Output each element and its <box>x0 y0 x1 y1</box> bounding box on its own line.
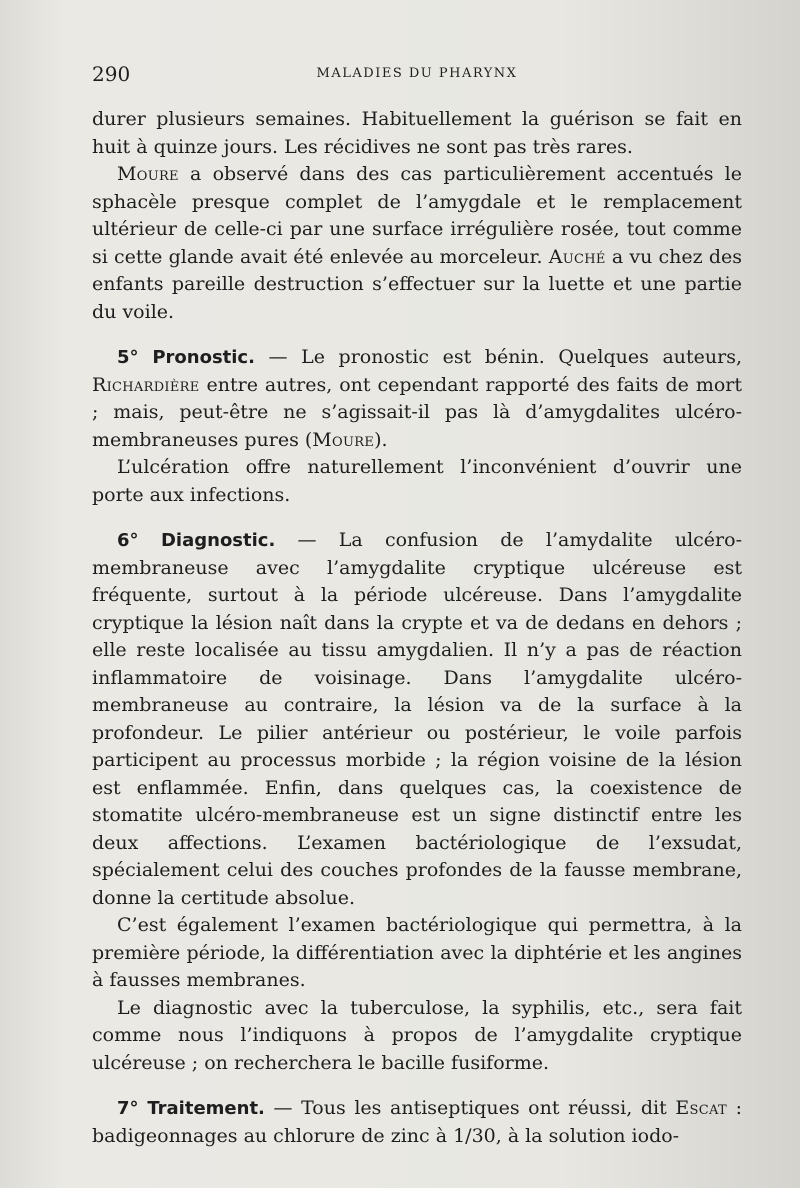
section-traitement <box>92 1095 742 1150</box>
section-diagnostic <box>92 527 742 912</box>
author-name: Moure <box>312 428 375 451</box>
book-page <box>92 60 742 1150</box>
paragraph-text: — Tous les antiseptiques ont réussi, dit <box>264 1097 676 1119</box>
paragraph-text: ). <box>374 428 388 451</box>
paragraph-text: a vu chez des enfants pareille destruction s’effectuer sur la luette et une partie du voile. <box>92 245 742 323</box>
paragraph-moure-observation <box>92 161 742 326</box>
paragraph-continuation: durer plusieurs semaines. Habituellement la guérison se fait en huit à quinze jours. Les récidives ne sont pas très rares. <box>92 108 742 158</box>
author-name: Auché <box>548 245 606 268</box>
paragraph-differential: Le diagnostic avec la tuberculose, la syphilis, etc., sera fait comme nous l’indiquons à propos de l’amygdalite cryptique ulcéreuse ; on recherchera le bacille fusiforme. <box>92 996 742 1074</box>
page-number: 290 <box>92 62 131 86</box>
section-heading: 6° Diagnostic. <box>117 530 276 551</box>
author-name: Richardière <box>92 373 200 396</box>
running-title: MALADIES DU PHARYNX <box>316 66 518 81</box>
paragraph-text: — Le pronostic est bénin. Quelques auteurs, <box>254 346 743 368</box>
section-heading: 7° Traitement. <box>117 1098 265 1119</box>
paragraph-text: a observé dans des cas particulièrement accentués le sphacèle presque complet de l’amygdale et le remplacement ultérieur de celle-ci par une surface irrégulière rosée, tout comme si cette glande avait été enlevée au morceleur. <box>92 163 742 268</box>
paragraph-text: : badigeonnages au chlorure de zinc à 1/30, à la solution iodo- <box>92 1097 742 1147</box>
paragraph-text: — La confusion de l’amydalite ulcéro-membraneuse avec l’amygdalite cryptique ulcéreuse est fréquente, surtout à la période ulcéreuse. Dans l’amygdalite cryptique la lésion naît dans la crypte et va de dedans en dehors ; elle reste localisée au tissu amygdalien. Il n’y a pas de réaction inflammatoire de voisinage. Dans l’amygdalite ulcéro-membraneuse au contraire, la lésion va de la surface à la profondeur. Le pilier antérieur ou postérieur, le voile parfois participent au processus morbide ; la région voisine de la lésion est enflammée. Enfin, dans quelques cas, la coexistence de stomatite ulcéro-membraneuse est un signe distinctif entre les deux affections. L’examen bactériologique de l’exsudat, spécialement celui des couches profondes de la fausse membrane, donne la certitude absolue. <box>92 529 742 909</box>
paragraph-text: entre autres, ont cependant rapporté des faits de mort ; mais, peut-être ne s’agissait-il pas là d’amygdalites ulcéro-membraneuses pures ( <box>92 373 742 451</box>
paragraph-ulceration: L’ulcération offre naturellement l’inconvénient d’ouvrir une porte aux infections. <box>92 456 742 506</box>
paragraph-bacteriology: C’est également l’examen bactériologique qui permettra, à la première période, la différentiation avec la diphtérie et les angines à fausses membranes. <box>92 914 742 991</box>
author-name: Escat <box>675 1097 727 1119</box>
section-heading: 5° Pronostic. <box>117 347 255 368</box>
running-header <box>92 60 742 90</box>
section-pronostic <box>92 344 742 454</box>
author-name: Moure <box>117 163 179 185</box>
